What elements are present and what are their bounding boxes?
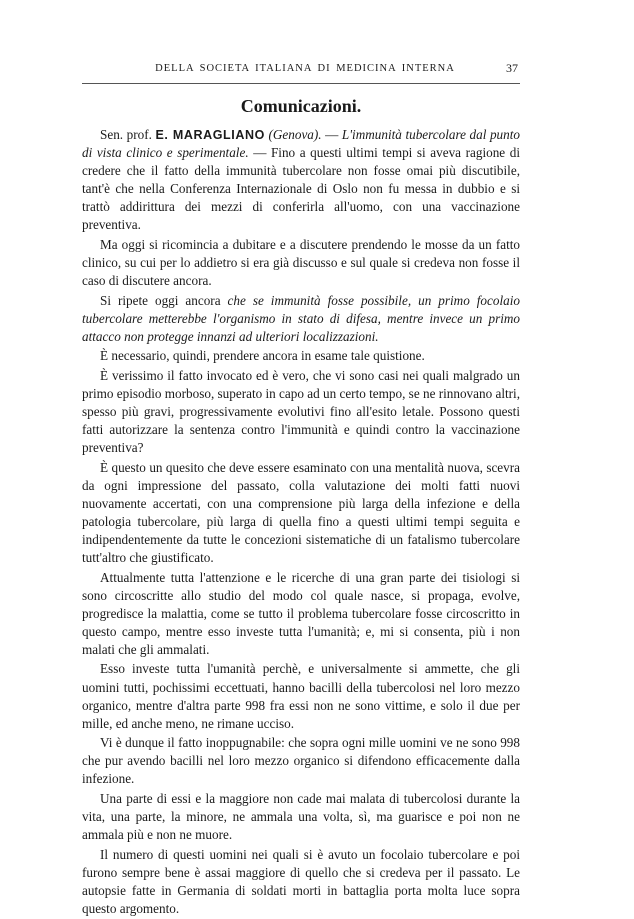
header-rule	[82, 83, 520, 84]
article-body	[82, 126, 520, 919]
question-paragraph	[82, 292, 520, 346]
question-lead: Si ripete oggi ancora	[100, 292, 221, 308]
paragraph: È necessario, quindi, prendere ancora in esame tale quistione.	[100, 348, 425, 364]
paragraph: Una parte di essi e la maggiore non cade mai malata di tubercolosi durante la vita, una parte, la minore, ne ammala una volta, sì, ma guarisce e poi non ne ammala più e non ne muore.	[82, 790, 520, 843]
intro-text: — Fino a questi ultimi tempi si aveva ragione di credere che il fatto della immunità tubercolare non fosse omai più discutibile, tant'è che nella Conferenza Internazionale di Oslo non fu messa in dubbio e si trattò addirittura dei mezzi di conferirla all'uomo, con una vaccinazione preventiva.	[82, 145, 520, 233]
paragraph: Ma oggi si ricomincia a dubitare e a discutere prendendo le mosse da un fatto clinico, su cui per lo addietro si era già discusso e sul quale si credeva non fosse il caso di discutere ancora.	[82, 236, 520, 289]
title-dash: —	[325, 127, 339, 142]
paragraph: È verissimo il fatto invocato ed è vero, che vi sono casi nei quali malgrado un primo episodio morboso, superato in capo ad un certo tempo, se ne rinnovano altri, spesso più gravi, progressivamente evolutivi fino all'esito letale. Possono questi fatti autorizzare la sentenza contro l'immunità e quindi contro la vaccinazione preventiva?	[82, 367, 521, 456]
running-header: DELLA SOCIETA ITALIANA DI MEDICINA INTERNA	[155, 63, 455, 74]
paragraph: Attualmente tutta l'attenzione e le ricerche di una gran parte dei tisiologi si sono circoscritte allo studio del modo col quale nasce, si propaga, evolve, progredisce la malattia, come se tutto il problema tubercolare fosse circoscritto in questo campo, mentre esso investe tutta l'umanità; e, mi si consenta, più i non malati che gli ammalati.	[82, 569, 520, 657]
author-prefix: Sen. prof.	[100, 127, 152, 142]
question-italic: che se immunità fosse possibile, un primo focolaio tubercolare metterebbe l'organismo in stato di difesa, mentre invece un primo attacco non protegge innanzi ad ulteriori localizzazioni.	[82, 292, 520, 344]
paragraph: Vi è dunque il fatto inoppugnabile: che sopra ogni mille uomini ve ne sono 998 che pur avendo bacilli nel loro mezzo organico si difendono efficacemente dalla infezione.	[82, 735, 520, 787]
intro-paragraph	[82, 126, 520, 235]
section-title: Comunicazioni.	[240, 96, 362, 116]
author-affiliation: (Genova).	[268, 127, 322, 142]
paragraph: Il numero di questi uomini nei quali si è avuto un focolaio tubercolare e poi furono sempre bene è assai maggiore di quello che si credeva per il passato. Le autopsie fatte in Germania di soldati morti in battaglia porta molta luce sopra questo argomento.	[82, 846, 520, 916]
paragraph: È questo un quesito che deve essere esaminato con una mentalità nuova, scevra da ogni impressione del passato, colla valutazione dei molti fatti nuovi nuovamente accertati, con una comprensione più larga della infezione e della patologia tubercolare, più larga di quella fino a questi ultimi tempi seguita e indipendentemente da tutte le concezioni sistematiche di un fatalismo tubercolare tutt'altro che giustificato.	[82, 459, 520, 566]
author-name: E. MARAGLIANO	[155, 128, 265, 142]
paper-title: L'immunità tubercolare dal punto di vista clinico e sperimentale.	[82, 127, 521, 161]
page-number: 37	[506, 61, 518, 75]
paragraph: Esso investe tutta l'umanità perchè, e universalmente si ammette, che gli uomini tutti, pochissimi eccettuati, hanno bacilli della tubercolosi nel loro mezzo organico, mentre d'altra parte 998 fra essi non ne sono vittime, e solo il due per mille, ed anche meno, ne rimane ucciso.	[82, 661, 520, 731]
